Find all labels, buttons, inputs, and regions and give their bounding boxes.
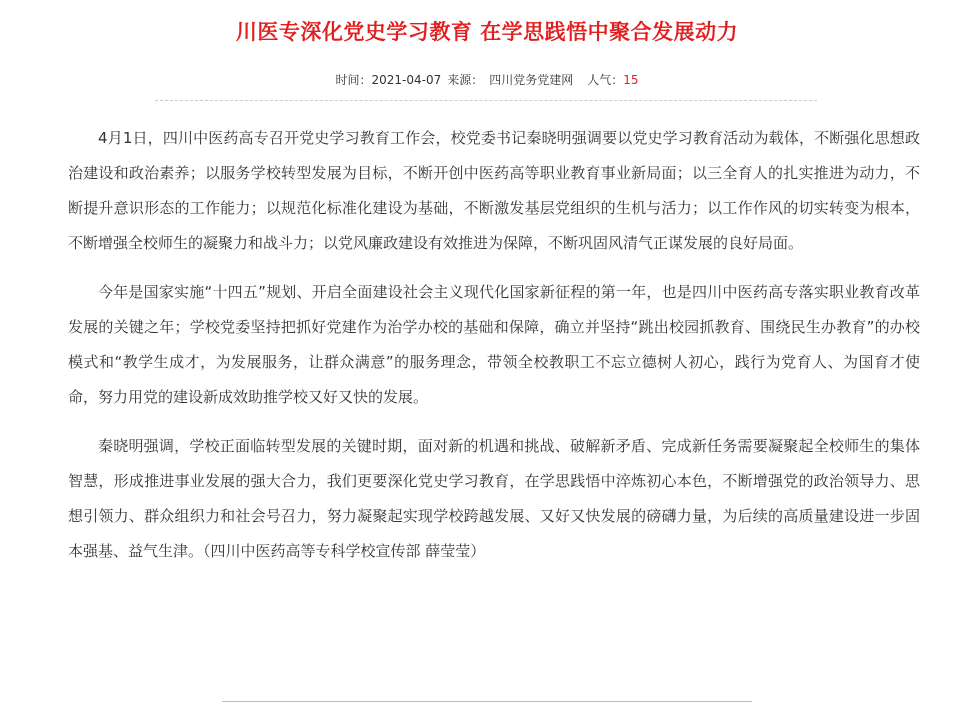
- paragraph-1: 4月1日，四川中医药高专召开党史学习教育工作会，校党委书记秦晓明强调要以党史学习教育活动为载体，不断强化思想政治建设和政治素养；以服务学校转型发展为目标，不断开创中医药高等职业教育事业新局面；以三全育人的扎实推进为动力，不断提升意识形态的工作能力；以规范化标准化建设为基础，不断激发基层党组织的生机与活力；以工作作风的切实转变为根本，不断增强全校师生的凝聚力和战斗力；以党风廉政建设有效推进为保障，不断巩固风清气正谋发展的良好局面。: [68, 129, 920, 252]
- source-value: 四川党务党建网: [489, 73, 574, 87]
- article-title: 川医专深化党史学习教育 在学思践悟中聚合发展动力: [235, 20, 739, 44]
- meta-divider: [155, 100, 817, 101]
- source-label: 来源：: [447, 73, 484, 87]
- views-count: 15: [623, 73, 639, 87]
- paragraph-2: 今年是国家实施“十四五”规划、开启全面建设社会主义现代化国家新征程的第一年，也是四川中医药高专落实职业教育改革发展的关键之年；学校党委坚持把抓好党建作为治学办校的基础和保障，确立并坚持“跳出校园抓教育、围绕民生办教育”的办校模式和“教学生成才，为发展服务，让群众满意”的服务理念，带领全校教职工不忘立德树人初心，践行为党育人、为国育才使命，努力用党的建设新成效助推学校又好又快的发展。: [68, 283, 920, 406]
- time-value: 2021-04-07: [371, 73, 442, 87]
- views-label: 人气：: [587, 73, 624, 87]
- paragraph-3: 秦晓明强调，学校正面临转型发展的关键时期，面对新的机遇和挑战、破解新矛盾、完成新任务需要凝聚起全校师生的集体智慧，形成推进事业发展的强大合力，我们更要深化党史学习教育，在学思践悟中淬炼初心本色，不断增强党的政治领导力、思想引领力、群众组织力和社会号召力，努力凝聚起实现学校跨越发展、又好又快发展的磅礴力量，为后续的高质量建设进一步固本强基、益气生津。（四川中医药高等专科学校宣传部 薛莹莹）: [68, 437, 920, 560]
- article-body: [68, 121, 920, 583]
- article-meta: [0, 70, 974, 90]
- time-label: 时间：: [335, 73, 372, 87]
- bottom-divider: [222, 701, 752, 702]
